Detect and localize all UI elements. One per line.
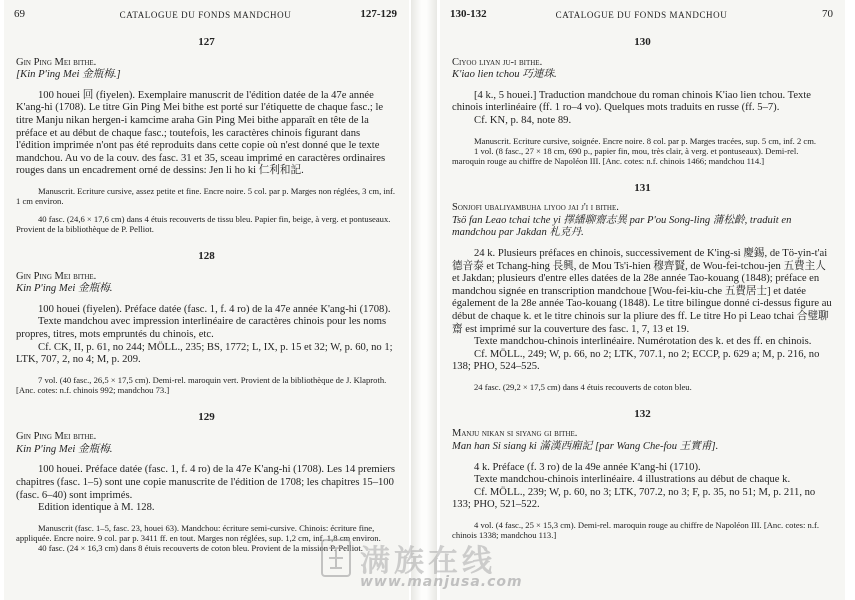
running-header-left	[14, 8, 397, 24]
entry-paragraph: Texte mandchou-chinois interlinéaire. 4 illustrations au début de chaque k.	[474, 474, 791, 486]
entry-paragraph: Edition identique à M. 128.	[38, 502, 155, 514]
entry-transcription: Kin P'ing Mei 金瓶梅.	[16, 443, 113, 455]
entry-note: 40 fasc. (24 × 16,3 cm) dans 8 étuis recouverts de coton bleu. Provient de la mission P. Pelliot.	[38, 542, 363, 553]
entry-note: 7 vol. (40 fasc., 26,5 × 17,5 cm). Demi-rel. maroquin vert. Provient de la bibliothèque de J. Klaproth. [Anc. cotes: n.f. chinois 992; mandchou 73.]	[16, 374, 387, 395]
entry-title: Gin Ping Mei bithe.	[16, 270, 97, 282]
entry-paragraph: Cf. KN, p. 84, note 89.	[474, 114, 572, 126]
entry-number: 132	[634, 407, 651, 420]
entry-paragraph: Texte mandchou-chinois interlinéaire. Numérotation des k. et des ff. en chinois.	[474, 336, 812, 348]
entry-paragraph: [4 k., 5 houei.] Traduction mandchoue du roman chinois K'iao lien tchou. Texte chinois interlinéaire (ff. 1 ro–4 vo). Quelques mots traduits en russe (ff. 5–7).	[452, 89, 811, 114]
page-number: 70	[822, 8, 833, 20]
entry-paragraph: 24 k. Plusieurs préfaces en chinois, successivement de K'ing-si 慶錫, de Tö-yin-t'ai 德音泰 et Tchang-hing 長興, de Mou Ts'i-hien 穆齊賢, de Wou-fei-tchou-jen 五費主人 et Jakdan; plusieurs d'entre elles datées de la 28e année Tao-kouang (1848); préface en mandchou signée en transcription mandchoue [Wou-fei-kiu-che 五費居士] et datée également de la 28e année Tao-kouang (1848). Le titre bilingue donné ci-dessus figure au début de chaque k. et le titre chinois sur la pliure des ff. Le titre Ho pi Leao tchai 合璧聊齋 est imprimé sur la couverture des fasc. 1, 7, 13 et 19.	[452, 247, 832, 335]
entry-transcription: [Kin P'ing Mei 金瓶梅.]	[16, 69, 121, 81]
entry-title: Sonjofi ubaliyambuha liyoo jai j'i i bithe.	[452, 202, 619, 214]
entry-range: 130-132	[450, 8, 487, 20]
entry-note: Manuscrit. Ecriture cursive, assez petite et fine. Encre noire. 5 col. par p. Marges non réglées, 3 cm, inf. 1 cm environ.	[16, 185, 396, 206]
entry-note: 4 vol. (4 fasc., 25 × 15,3 cm). Demi-rel. maroquin rouge au chiffre de Napoléon III. [Anc. cotes: n.f. chinois 1338; mandchou 113.]	[452, 520, 819, 541]
entry-note: 40 fasc. (24,6 × 17,6 cm) dans 4 étuis recouverts de tissu bleu. Papier fin, beige, à verg. et pontuseaux. Provient de la bibliothèque de P. Pelliot.	[16, 213, 391, 234]
entry-transcription: Tsö fan Leao tchai tche yi 擇繙聊齋志異 par P'ou Song-ling 蒲松齡, traduit en mandchou par Jakdan 札克丹.	[452, 214, 792, 239]
entry-range: 127-129	[360, 8, 397, 20]
entry-paragraph: Cf. MÖLL., 239; W, p. 60, no 3; LTK, 707.2, no 3; F, p. 35, no 51; M, p. 211, no 133; PHO, 521–522.	[452, 486, 816, 511]
entry-paragraph: 100 houei. Préface datée (fasc. 1, f. 4 ro) de la 47e K'ang-hi (1708). Les 14 premiers chapitres (fasc. 1–5) sont une copie manuscrite de l'édition de 1708; les chapitres 15–100 (fasc. 6–40) sont imprimés.	[16, 464, 395, 501]
entry-title: Ciyoo liyan ju-i bithe.	[452, 56, 543, 68]
entry-number: 128	[198, 249, 215, 262]
entry-title: Gin Ping Mei bithe.	[16, 431, 97, 443]
page-number: 69	[14, 8, 25, 20]
entry-paragraph: Cf. CK, II, p. 61, no 244; MÖLL., 235; BS, 1772; L, IX, p. 15 et 32; W, p. 60, no 1; LTK, 707, 2, no 4; M, p. 209.	[16, 341, 393, 366]
running-header-right	[450, 8, 833, 24]
entry-paragraph: 100 houei (fiyelen). Préface datée (fasc. 1, f. 4 ro) de la 47e année K'ang-hi (1708).	[38, 303, 391, 315]
entry-transcription: Kin P'ing Mei 金瓶梅.	[16, 283, 113, 295]
entry-paragraph: Cf. MÖLL., 249; W, p. 66, no 2; LTK, 707.1, no 2; ECCP, p. 629 a; M, p. 216, no 138; PHO, 524–525.	[452, 348, 820, 373]
entry-note: Manuscrit (fasc. 1–5, fasc. 23, houei 63). Mandchou: écriture semi-cursive. Chinois: écriture fine, appliquée. Encre noire. 9 col. par p. 3411 ff. en tout. Marges non réglées, sup. 1,2 cm, inf. 1,8 cm environ.	[16, 522, 381, 543]
watermark-url: www.manjusa.com	[360, 574, 523, 590]
entry-paragraph: 4 k. Préface (f. 3 ro) de la 49e année K'ang-hi (1710).	[474, 461, 701, 473]
entry-note: 24 fasc. (29,2 × 17,5 cm) dans 4 étuis recouverts de coton bleu.	[474, 381, 692, 392]
entry-number: 127	[198, 36, 215, 48]
entry-title: Gin Ping Mei bithe.	[16, 56, 97, 68]
entry-note: Manuscrit. Ecriture cursive, soignée. Encre noire. 8 col. par p. Marges tracées, sup. 5 cm, inf. 2 cm.	[474, 135, 817, 146]
entry-transcription: K'iao lien tchou 巧連珠.	[452, 69, 557, 81]
entry-number: 129	[198, 410, 215, 423]
right-page	[440, 0, 845, 600]
watermark-text: 满族在线	[360, 544, 496, 579]
book-gutter	[411, 0, 437, 600]
entry-note: 1 vol. (8 fasc., 27 × 18 cm, 690 p., papier fin, mou, très clair, à verg. et pontuseaux). Demi-rel. maroquin rouge au chiffre de Napoléon III. [Anc. cotes: n.f. chinois 1466; mandchou 114.]	[452, 145, 799, 166]
entry-number: 130	[634, 36, 651, 48]
running-title: CATALOGUE DU FONDS MANDCHOU	[555, 10, 728, 20]
entry-transcription: Man han Si siang ki 滿漢西廂記 [par Wang Che-fou 王實甫].	[452, 441, 719, 453]
running-title: CATALOGUE DU FONDS MANDCHOU	[119, 10, 292, 20]
entry-paragraph: 100 houei 回 (fiyelen). Exemplaire manuscrit de l'édition datée de la 47e année K'ang-hi (1708). Le titre Gin Ping Mei bithe est porté sur l'étiquette de chaque fasc.; le titre Manju nikan hergen-i kamcime araha Gin Ping Mei bithe apparaît en tête de la préface et au début de chaque fasc.; toutefois, les caractères chinois figurant dans l'édition imprimée n'ont pas été reproduits dans cette copie où n'est donné que le texte mandchou. Au vo de la couv. des fasc. 31 et 35, sceau imprimé en caractères ordinaires rouges dans un encadrement orné de dessins: Jen li ho ki 仁利和記.	[16, 89, 386, 177]
entry-paragraph: Texte mandchou avec impression interlinéaire de caractères chinois pour les noms propres, titres, mots empruntés du chinois, etc.	[16, 316, 387, 340]
entry-title: Manju nikan si siyang gi bithe.	[452, 428, 578, 440]
left-page	[4, 0, 409, 600]
entry-number: 131	[634, 181, 651, 194]
